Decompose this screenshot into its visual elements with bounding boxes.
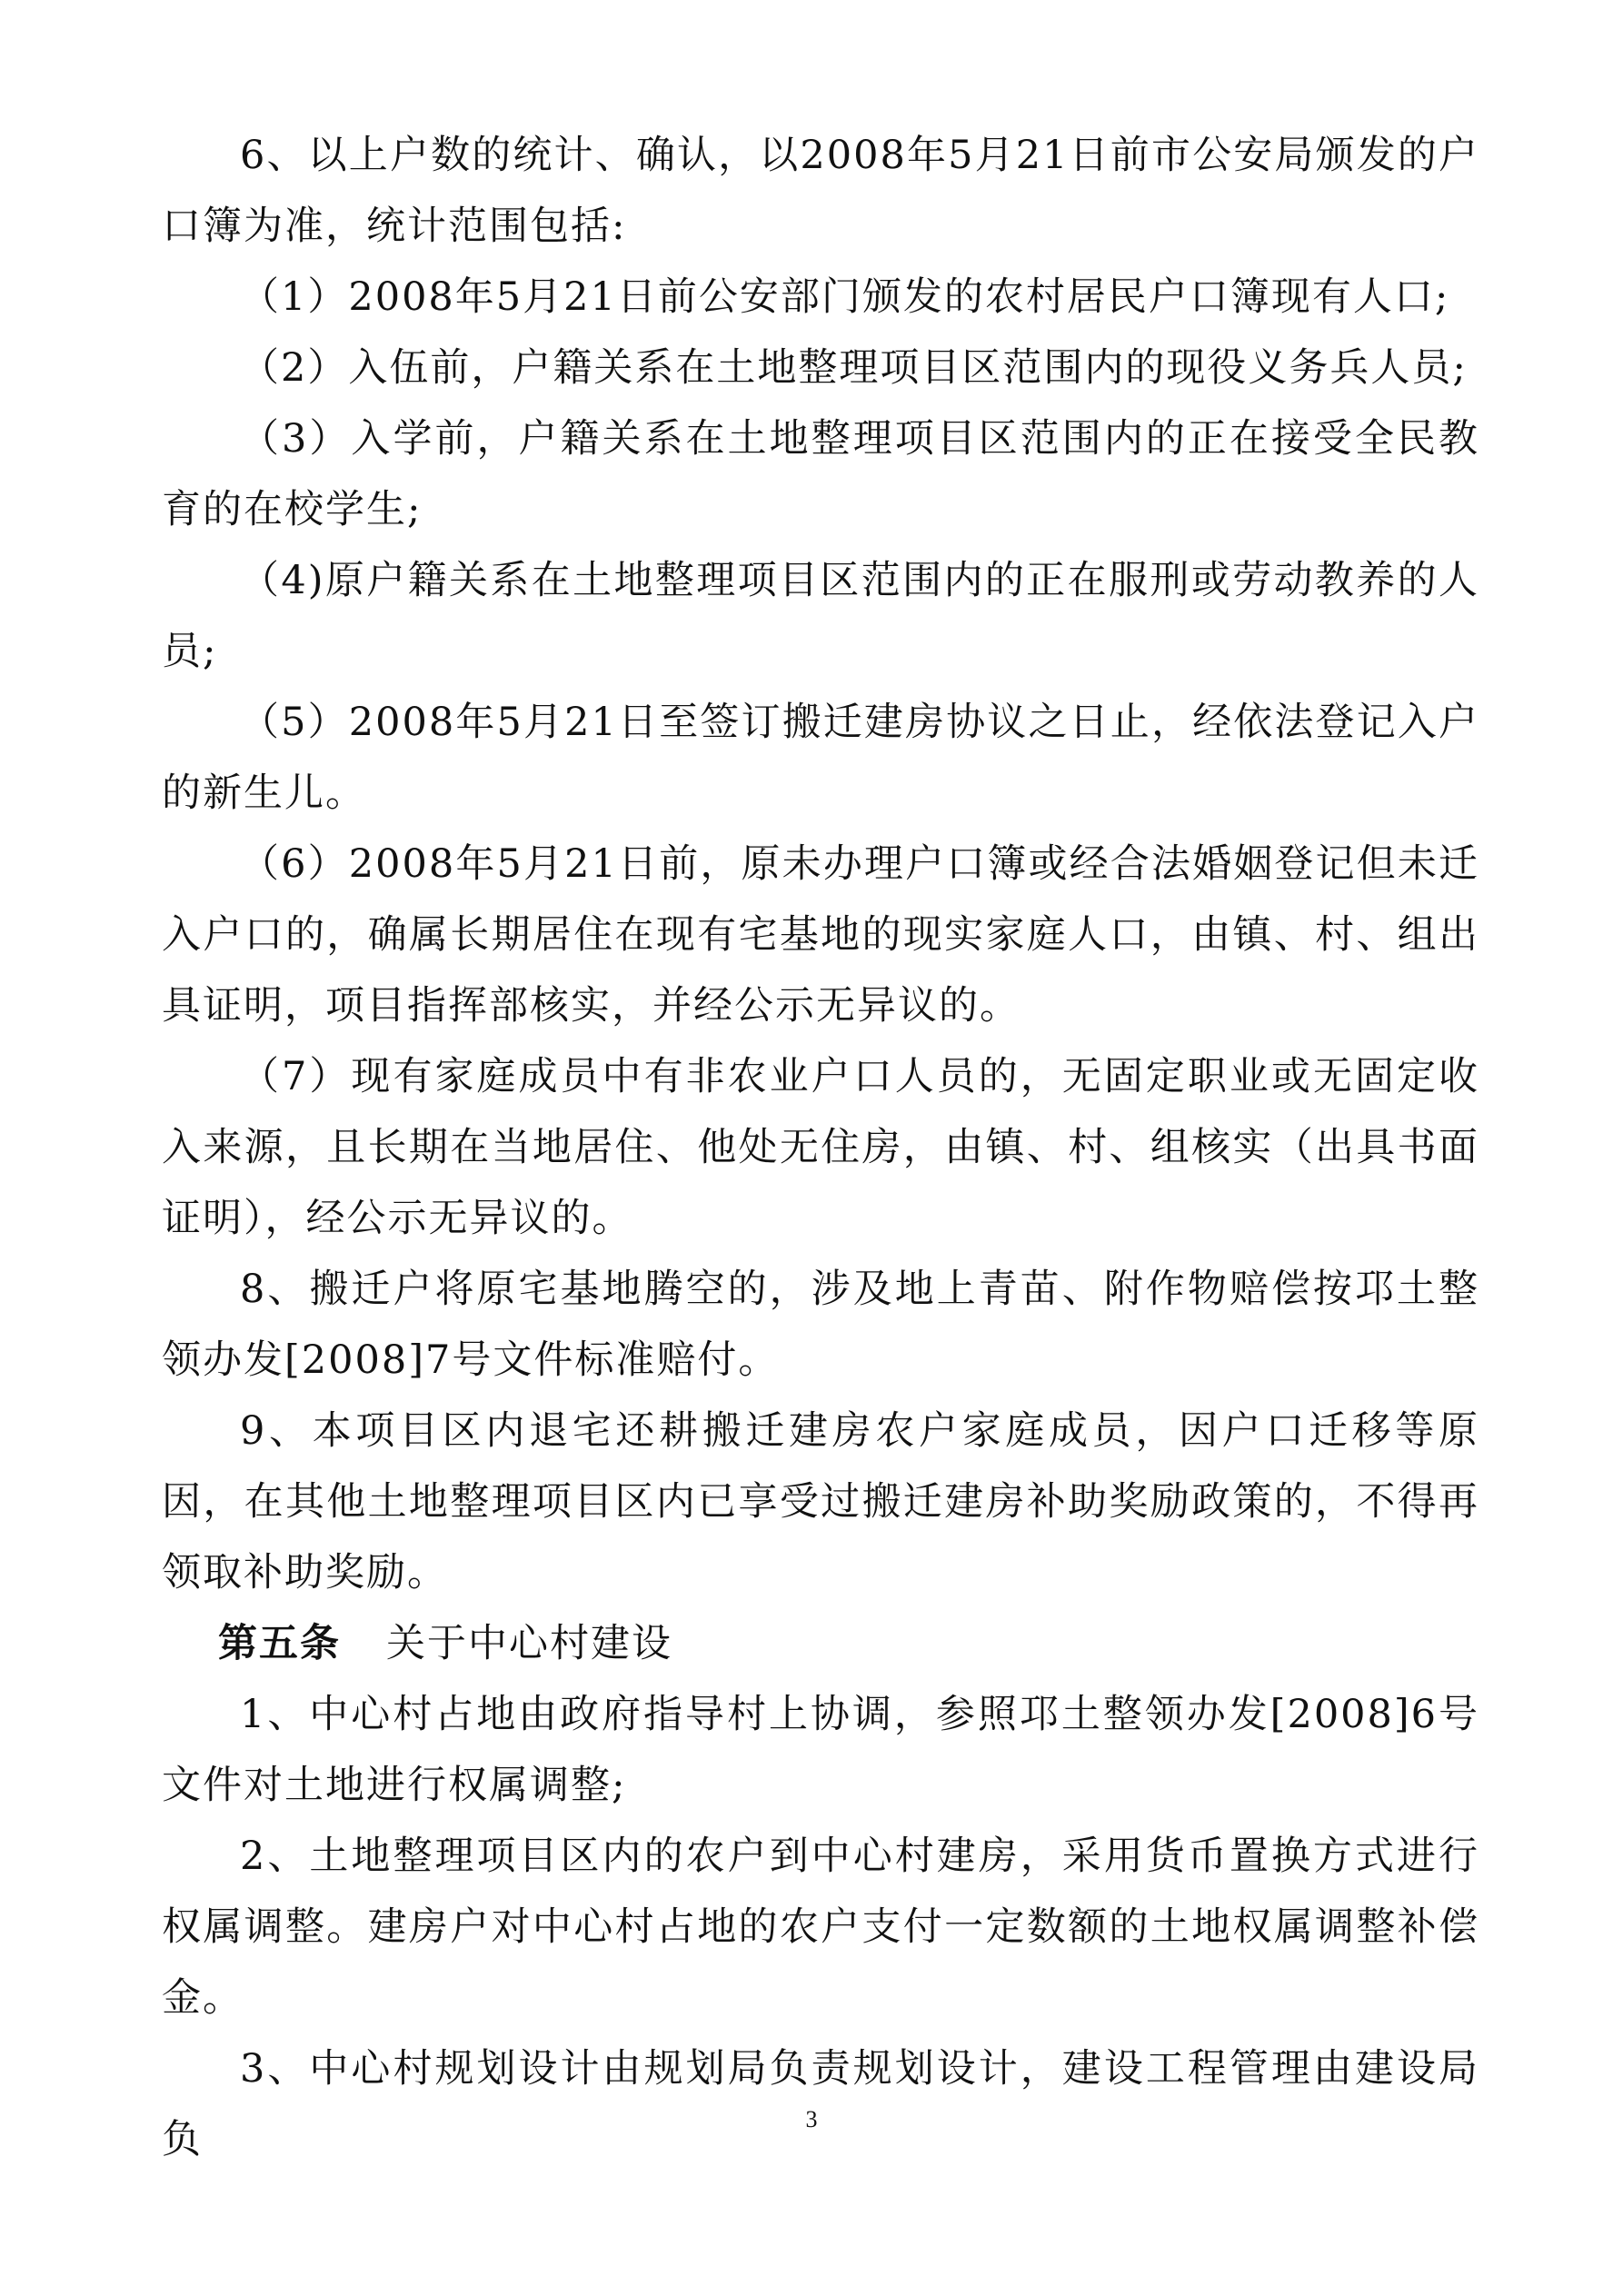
paragraph-subitem-3: （3）入学前，户籍关系在土地整理项目区范围内的正在接受全民教育的在校学生; — [162, 416, 1479, 532]
paragraph-subitem-4: （4)原户籍关系在土地整理项目区范围内的正在服刑或劳动教养的人员; — [162, 558, 1479, 674]
page-number: 3 — [805, 2106, 818, 2132]
paragraph-item-6: 6、以上户数的统计、确认，以2008年5月21日前市公安局颁发的户口簿为准，统计范围包括: — [162, 133, 1479, 249]
section-heading-title: 关于中心村建设 — [386, 1621, 672, 1666]
paragraph-center-village-3: 3、中心村规划设计由规划局负责规划设计，建设工程管理由建设局负 — [162, 2046, 1479, 2162]
paragraph-item-9: 9、本项目区内退宅还耕搬迁建房农户家庭成员，因户口迁移等原因，在其他土地整理项目区内已享受过搬迁建房补助奖励政策的，不得再领取补助奖励。 — [162, 1408, 1479, 1595]
paragraph-subitem-1: （1）2008年5月21日前公安部门颁发的农村居民户口簿现有人口; — [240, 274, 1450, 320]
paragraph-center-village-1: 1、中心村占地由政府指导村上协调，参照邛土整领办发[2008]6号文件对土地进行权属调整; — [162, 1692, 1479, 1808]
section-heading — [162, 1608, 1479, 1679]
paragraph-subitem-7: （7）现有家庭成员中有非农业户口人员的，无固定职业或无固定收入来源，且长期在当地居住、他处无住房，由镇、村、组核实（出具书面证明），经公示无异议的。 — [162, 1054, 1479, 1241]
paragraph-item-8: 8、搬迁户将原宅基地腾空的，涉及地上青苗、附作物赔偿按邛土整领办发[2008]7号文件标准赔付。 — [162, 1267, 1479, 1383]
paragraph-center-village-2: 2、土地整理项目区内的农户到中心村建房，采用货币置换方式进行权属调整。建房户对中心村占地的农户支付一定数额的土地权属调整补偿金。 — [162, 1834, 1479, 2021]
paragraph-subitem-2: （2）入伍前，户籍关系在土地整理项目区范围内的现役义务兵人员; — [240, 345, 1468, 391]
section-heading-label: 第五条 — [218, 1621, 341, 1666]
paragraph-subitem-6: （6）2008年5月21日前，原未办理户口簿或经合法婚姻登记但未迁入户口的，确属长期居住在现有宅基地的现实家庭人口，由镇、村、组出具证明，项目指挥部核实，并经公示无异议的。 — [162, 841, 1479, 1029]
paragraph-subitem-5: （5）2008年5月21日至签订搬迁建房协议之日止，经依法登记入户的新生儿。 — [162, 700, 1479, 816]
